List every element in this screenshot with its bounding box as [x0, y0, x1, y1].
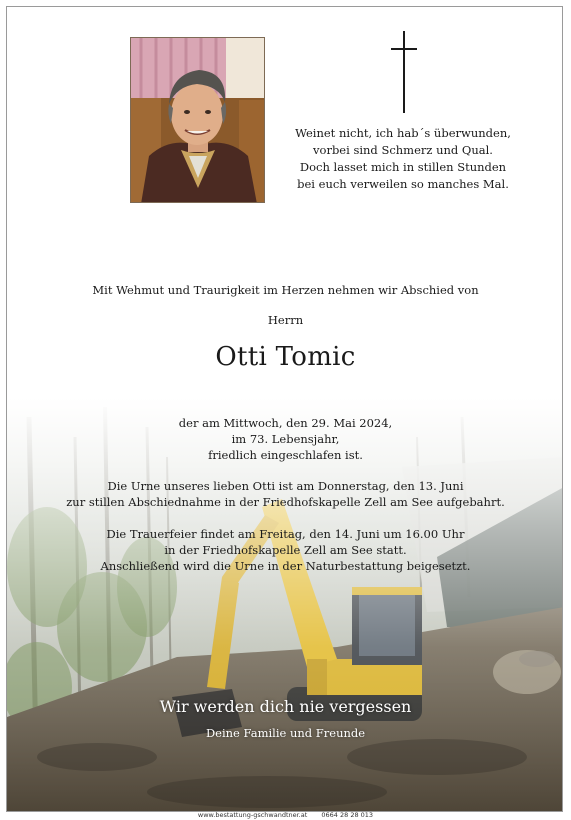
- footer: [0, 811, 571, 819]
- poem-line: Weinet nicht, ich hab´s überwunden,: [295, 126, 511, 140]
- poem-line: vorbei sind Schmerz und Qual.: [313, 143, 493, 157]
- ceremony-line: Die Trauerfeier findet am Freitag, den 14. Juni um 16.00 Uhr: [106, 527, 465, 541]
- ceremony-line: Anschließend wird die Urne in der Naturbestattung beigesetzt.: [100, 559, 471, 573]
- death-details-line: im 73. Lebensjahr,: [231, 432, 340, 446]
- intro-text: Mit Wehmut und Traurigkeit im Herzen nehmen wir Abschied von: [92, 283, 479, 297]
- family-signature: Deine Familie und Freunde: [205, 726, 366, 740]
- footer-website[interactable]: www.bestattung-gschwandtner.at: [197, 811, 308, 819]
- poem-line: bei euch verweilen so manches Mal.: [297, 177, 509, 191]
- closing-headline: Wir werden dich nie vergessen: [159, 697, 412, 716]
- obituary-card: [6, 6, 563, 812]
- poem: [275, 125, 531, 193]
- ceremony-line: in der Friedhofskapelle Zell am See statt.: [164, 543, 407, 557]
- viewing-line: Die Urne unseres lieben Otti ist am Donnerstag, den 13. Juni: [107, 479, 464, 493]
- death-details-line: friedlich eingeschlafen ist.: [208, 448, 363, 462]
- viewing-info: [7, 478, 563, 510]
- deceased-name: Otti Tomic: [215, 342, 356, 372]
- portrait-photo: [130, 37, 265, 203]
- salutation: Herrn: [267, 313, 304, 327]
- ceremony-info: [7, 526, 563, 574]
- footer-phone: 0664 28 28 013: [321, 811, 374, 819]
- death-details: [7, 415, 563, 463]
- death-details-line: der am Mittwoch, den 29. Mai 2024,: [178, 416, 393, 430]
- poem-line: Doch lasset mich in stillen Stunden: [299, 160, 507, 174]
- viewing-line: zur stillen Abschiednahme in der Friedhofskapelle Zell am See aufgebahrt.: [66, 495, 505, 509]
- cross-icon: [391, 31, 417, 113]
